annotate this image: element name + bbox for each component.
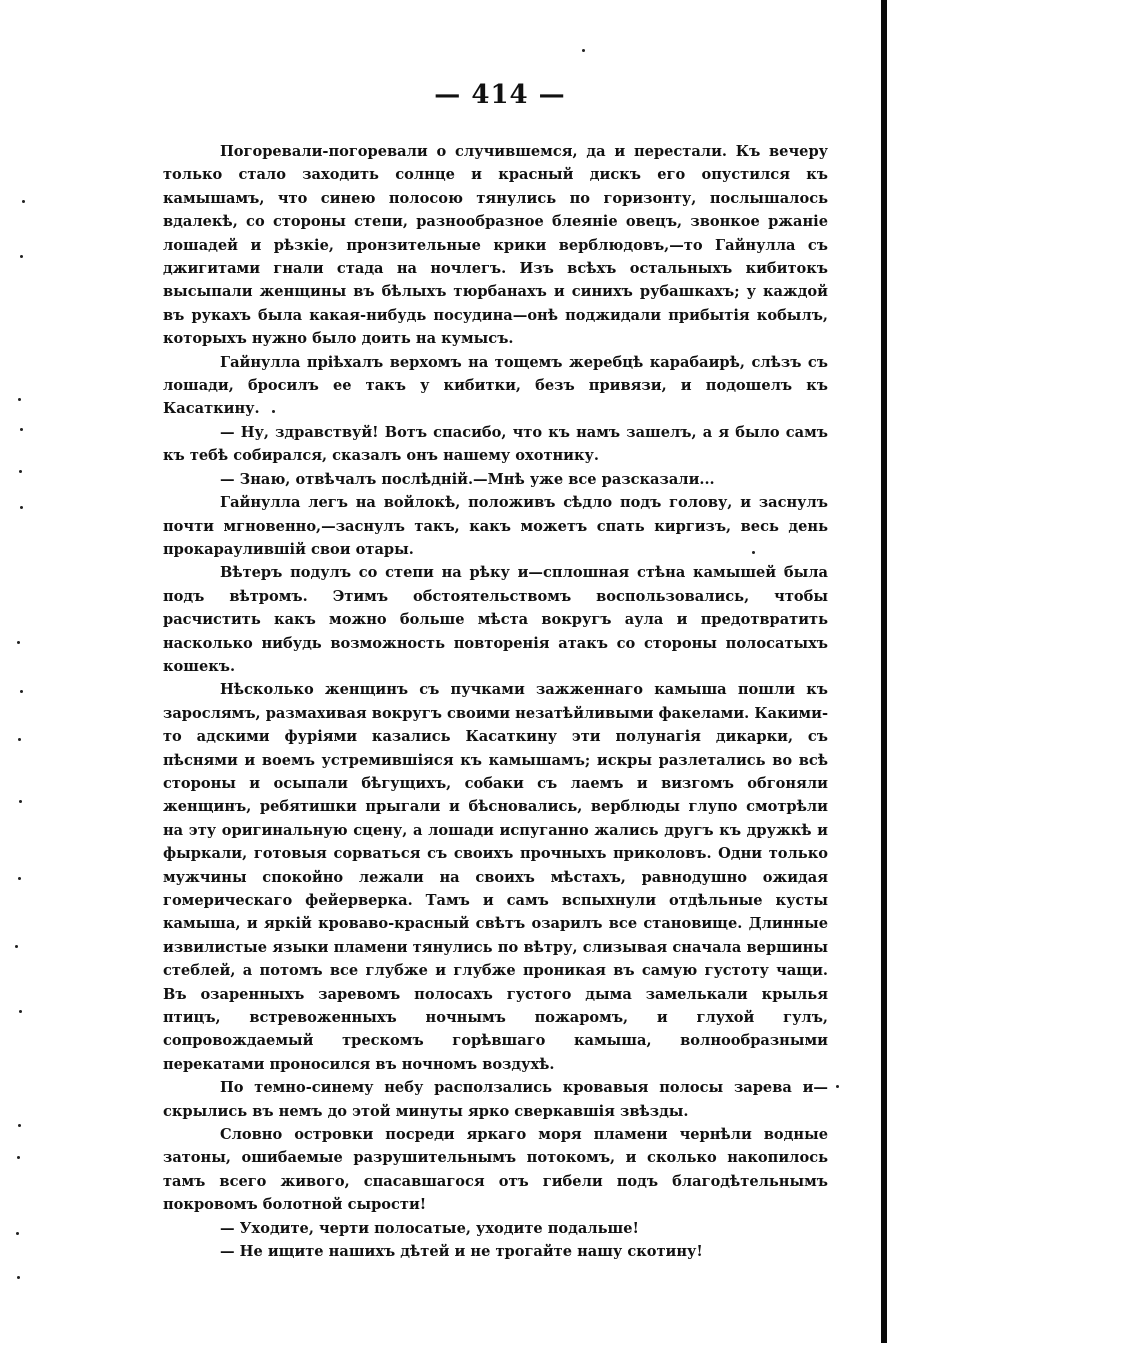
scan-speck <box>17 641 20 644</box>
scan-speck <box>20 506 23 509</box>
scan-speck <box>19 800 22 803</box>
page-number: — 414 — <box>434 80 566 110</box>
dialogue-line: — Ну, здравствуй! Вотъ спасибо, что къ намъ зашелъ, а я было самъ къ тебѣ собирался, сказалъ онъ нашему охотнику. <box>163 423 828 465</box>
paragraph: Словно островки посреди яркаго моря пламени чернѣли водные затоны, ошибаемые разрушительнымъ потокомъ, и сколько накопилось тамъ всего живого, спасавшагося отъ гибели подъ благодѣтельнымъ покровомъ болотной сырости! <box>163 1126 828 1214</box>
paragraph: Погоревали-погоревали о случившемся, да и перестали. Къ вечеру только стало заходить солнце и красный дискъ его опустился къ камышамъ, что синею полосою тянулись по горизонту, послышалось вдалекѣ, со стороны степи, разнообразное блеяніе овецъ, звонкое ржаніе лошадей и рѣзкіе, пронзительные крики верблюдовъ,—то Гайнулла съ джигитами гнали стада на ночлегъ. Изъ всѣхъ остальныхъ кибитокъ высыпали женщины въ бѣлыхъ тюрбанахъ и синихъ рубашкахъ; у каждой въ рукахъ была какая-нибудь посудина—онѣ поджидали прибытія кобылъ, которыхъ нужно было доить на кумысъ. <box>163 143 828 348</box>
scan-speck <box>582 49 585 52</box>
scan-speck <box>17 1156 20 1159</box>
scan-speck <box>16 1232 19 1235</box>
scan-speck <box>20 255 23 258</box>
binding-edge-rule <box>881 0 887 1343</box>
paragraph: Нѣсколько женщинъ съ пучками зажженнаго камыша пошли къ зарослямъ, размахивая вокругъ своими незатѣйливыми факелами. Какими-то адскими фуріями казались Касаткину эти полунагія дикарки, съ пѣснями и воемъ устремившіяся къ камышамъ; искры разлетались во всѣ стороны и осыпали бѣгущихъ, собаки съ лаемъ и визгомъ обгоняли женщинъ, ребятишки прыгали и бѣсновались, верблюды глупо смотрѣли на эту оригинальную сцену, а лошади испуганно жались другъ къ дружкѣ и фыркали, готовыя сорваться съ своихъ прочныхъ приколовъ. Одни только мужчины спокойно лежали на своихъ мѣстахъ, равнодушно ожидая гомерическаго фейерверка. Тамъ и самъ вспыхнули отдѣльные кусты камыша, и яркій кроваво-красный свѣтъ озарилъ все становище. Длинные извилистые языки пламени тянулись по вѣтру, слизывая сначала вершины стеблей, а потомъ все глубже и глубже проникая въ самую густоту чащи. Въ озаренныхъ заревомъ полосахъ густого дыма замелькали крылья птицъ, встревоженныхъ ночнымъ пожаромъ, и глухой гулъ, сопровождаемый трескомъ горѣвшаго камыша, волнообразными перекатами проносился въ ночномъ воздухѣ. <box>163 681 828 1073</box>
scan-speck <box>19 470 22 473</box>
dialogue-line: — Знаю, отвѣчалъ послѣдній.—Мнѣ уже все разсказали... <box>220 470 715 488</box>
scan-speck <box>836 1085 839 1088</box>
scan-speck <box>20 428 23 431</box>
scan-speck <box>18 738 21 741</box>
body-text <box>163 140 828 1264</box>
scan-speck <box>17 1276 20 1279</box>
paragraph: По темно-синему небу расползались кровавыя полосы зарева и—скрылись въ немъ до этой минуты ярко сверкавшія звѣзды. <box>163 1079 828 1120</box>
scan-speck <box>20 690 23 693</box>
paragraph: Гайнулла легъ на войлокѣ, положивъ сѣдло подъ голову, и заснулъ почти мгновенно,—заснулъ такъ, какъ можетъ спать киргизъ, весь день прокараулившій свои отары. <box>163 494 828 558</box>
paragraph: Вѣтеръ подулъ со степи на рѣку и—сплошная стѣна камышей была подъ вѣтромъ. Этимъ обстоятельствомъ воспользовались, чтобы расчистить какъ можно больше мѣста вокругъ аула и предотвратить насколько нибудь возможность повторенія атакъ со стороны полосатыхъ кошекъ. <box>163 564 828 675</box>
scan-speck <box>22 200 25 203</box>
dialogue-line: — Уходите, черти полосатые, уходите подальше! <box>220 1219 639 1237</box>
scan-speck <box>18 1124 21 1127</box>
paragraph: Гайнулла пріѣхалъ верхомъ на тощемъ жеребцѣ карабаирѣ, слѣзъ съ лошади, бросилъ ее такъ у кибитки, безъ привязи, и подошелъ къ Касаткину. <box>163 353 828 418</box>
dialogue-line: — Не ищите нашихъ дѣтей и не трогайте нашу скотину! <box>220 1243 703 1261</box>
scan-speck <box>19 1010 22 1013</box>
scan-speck <box>18 877 21 880</box>
scan-speck <box>15 945 18 948</box>
scan-speck <box>18 398 21 401</box>
